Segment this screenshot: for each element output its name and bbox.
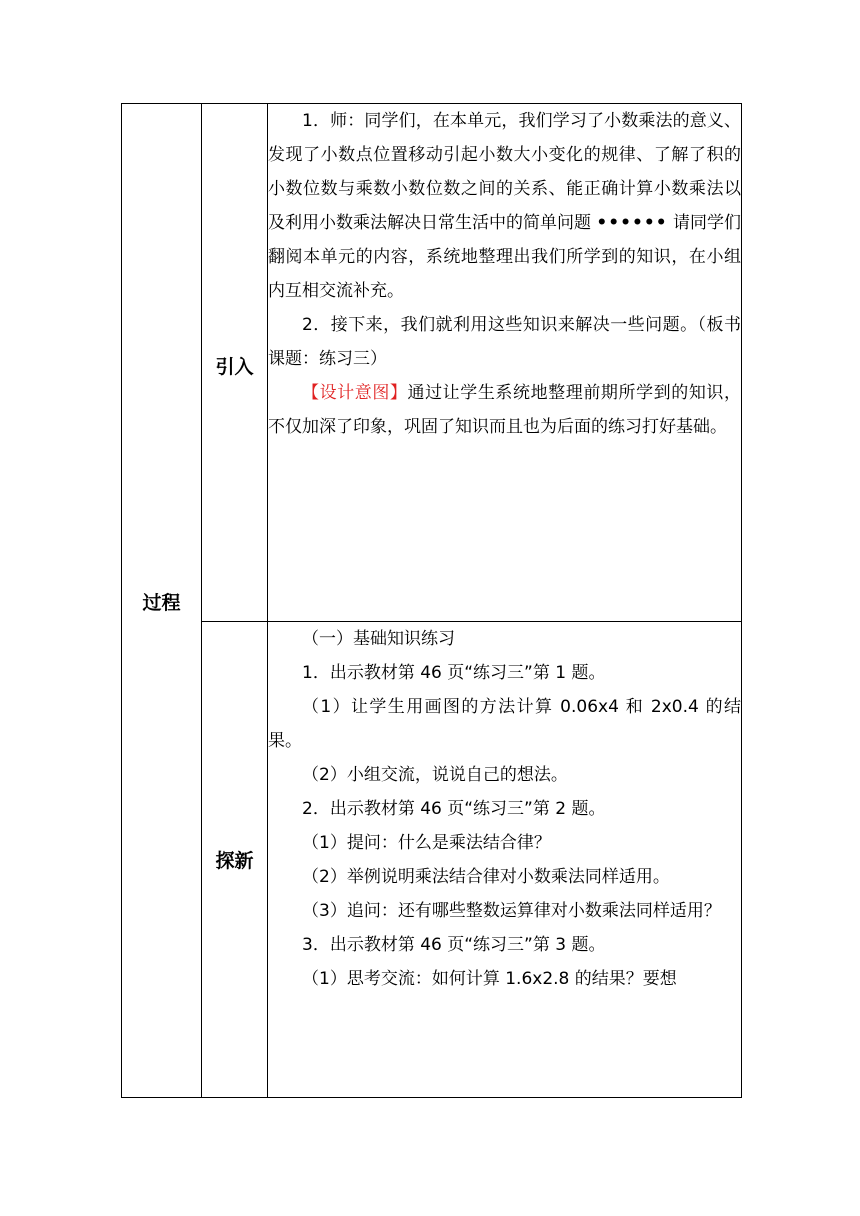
paragraph: 2．接下来，我们就利用这些知识来解决一些问题。（板书课题：练习三）	[268, 315, 741, 369]
row-label-process	[122, 104, 202, 1098]
paragraph: （1）让学生用画图的方法计算 0.06x4 和 2x0.4 的结果。	[268, 697, 741, 751]
design-intent-text: 通过让学生系统地整理前期所学到的知识，不仅加深了印象，巩固了知识而且也为后面的练习打好基础。	[268, 383, 741, 437]
table-row	[122, 104, 742, 622]
section-label-text: 引入	[215, 356, 254, 378]
explore-content	[268, 622, 742, 1098]
design-intent-tag: 【设计意图】	[302, 383, 408, 403]
paragraph: （1）提问：什么是乘法结合律？	[302, 833, 551, 853]
design-intent-paragraph	[268, 376, 741, 444]
intro-content	[268, 104, 742, 622]
lesson-table	[121, 103, 742, 1098]
paragraph: （一）基础知识练习	[302, 629, 455, 649]
table-row	[122, 622, 742, 1098]
paragraph: （3）追问：还有哪些整数运算律对小数乘法同样适用？	[302, 901, 721, 921]
paragraph: （2）举例说明乘法结合律对小数乘法同样适用。	[302, 867, 670, 887]
ellipsis: ••••••	[596, 213, 668, 233]
row-label-text: 过程	[142, 592, 181, 614]
paragraph: 2．出示教材第 46 页“练习三”第 2 题。	[302, 799, 606, 819]
section-label-intro	[202, 104, 268, 622]
section-label-explore	[202, 622, 268, 1098]
paragraph: 1．师：同学们，在本单元，我们学习了小数乘法的意义、发现了小数点位置移动引起小数大小变化的规律、了解了积的小数位数与乘数小数位数之间的关系、能正确计算小数乘法以及利用小数乘法解决日常生活中的简单问题 •••••• 请同学们翻阅本单元的内容，系统地整理出我们所学到的知识，在小组内互相交流补充。	[268, 111, 742, 301]
paragraph: （2）小组交流，说说自己的想法。	[302, 765, 568, 785]
section-label-text: 探新	[215, 850, 254, 872]
paragraph: 3．出示教材第 46 页“练习三”第 3 题。	[302, 935, 606, 955]
paragraph: 1．出示教材第 46 页“练习三”第 1 题。	[302, 663, 606, 683]
paragraph: （1）思考交流：如何计算 1.6x2.8 的结果？要想	[302, 969, 677, 989]
